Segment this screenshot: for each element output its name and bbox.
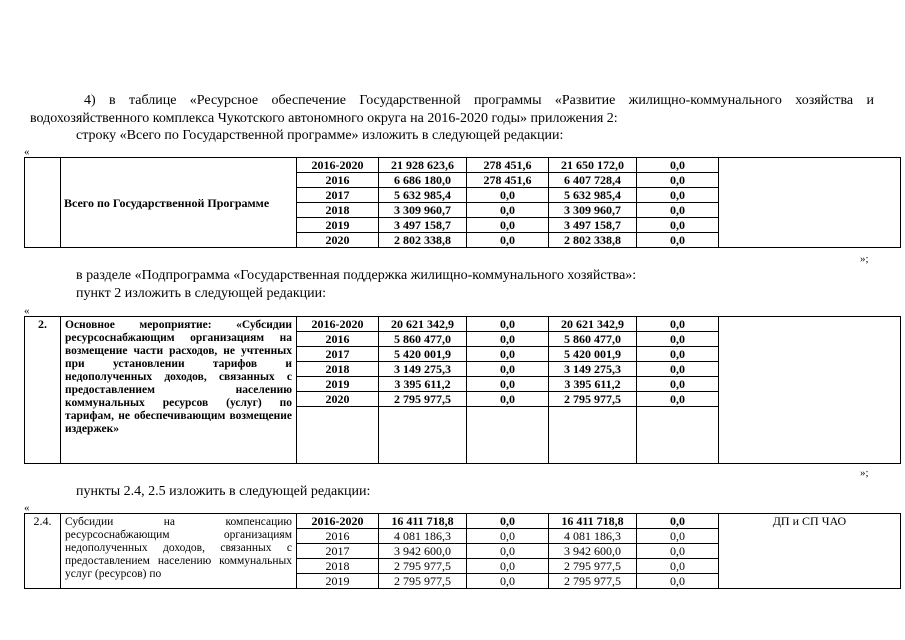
quote-open-2: « xyxy=(24,305,30,317)
value-cell: 21 650 172,0 xyxy=(549,158,637,173)
value-cell: 4 081 186,3 xyxy=(549,529,637,544)
value-cell: 5 632 985,4 xyxy=(549,188,637,203)
value-cell: 0,0 xyxy=(637,574,719,589)
quote-close-1: »; xyxy=(860,253,869,265)
value-cell: 278 451,6 xyxy=(467,173,549,188)
value-cell: 0,0 xyxy=(467,317,549,332)
year-cell: 2020 xyxy=(297,392,379,407)
value-cell: 0,0 xyxy=(467,529,549,544)
intro-line-2: водохозяйственного комплекса Чукотского автономного округа на 2016-2020 годы» приложения 2: xyxy=(30,111,618,126)
empty-cell xyxy=(297,407,379,464)
value-cell: 0,0 xyxy=(637,392,719,407)
value-cell: 0,0 xyxy=(467,544,549,559)
year-cell: 2017 xyxy=(297,347,379,362)
intro-line-3: строку «Всего по Государственной программе» изложить в следующей редакции: xyxy=(76,128,564,143)
value-cell: 3 149 275,3 xyxy=(379,362,467,377)
value-cell: 0,0 xyxy=(467,203,549,218)
value-cell: 3 149 275,3 xyxy=(549,362,637,377)
value-cell: 20 621 342,9 xyxy=(379,317,467,332)
value-cell: 5 632 985,4 xyxy=(379,188,467,203)
value-cell: 0,0 xyxy=(467,347,549,362)
value-cell: 0,0 xyxy=(637,544,719,559)
value-cell: 278 451,6 xyxy=(467,158,549,173)
value-cell: 0,0 xyxy=(637,559,719,574)
value-cell: 3 497 158,7 xyxy=(549,218,637,233)
section3-line-1: пункты 2.4, 2.5 изложить в следующей редакции: xyxy=(76,484,371,499)
empty-cell xyxy=(379,407,467,464)
value-cell: 0,0 xyxy=(637,332,719,347)
item-number xyxy=(25,158,61,248)
section2-line-1: в разделе «Подпрограмма «Государственная поддержка жилищно-коммунального хозяйства»: xyxy=(76,268,637,283)
value-cell: 16 411 718,8 xyxy=(379,514,467,529)
value-cell: 0,0 xyxy=(637,158,719,173)
item-number: 2.4. xyxy=(25,514,61,589)
value-cell: 3 395 611,2 xyxy=(379,377,467,392)
value-cell: 6 407 728,4 xyxy=(549,173,637,188)
value-cell: 5 860 477,0 xyxy=(379,332,467,347)
value-cell: 0,0 xyxy=(467,559,549,574)
item-number: 2. xyxy=(25,317,61,464)
value-cell: 0,0 xyxy=(637,347,719,362)
value-cell: 0,0 xyxy=(467,218,549,233)
value-cell: 0,0 xyxy=(467,377,549,392)
table-row xyxy=(25,158,901,173)
value-cell: 0,0 xyxy=(637,362,719,377)
year-cell: 2016-2020 xyxy=(297,158,379,173)
table-row xyxy=(25,514,901,529)
value-cell: 0,0 xyxy=(637,218,719,233)
value-cell: 2 795 977,5 xyxy=(549,392,637,407)
value-cell: 0,0 xyxy=(467,233,549,248)
value-cell: 2 795 977,5 xyxy=(549,574,637,589)
item-description: Субсидии на компенсацию ресурсоснабжающим организациям недополученных доходов, связанных с предоставлением населению коммунальных услуг (ресурсов) по xyxy=(61,514,297,589)
value-cell: 0,0 xyxy=(467,392,549,407)
value-cell: 16 411 718,8 xyxy=(549,514,637,529)
value-cell: 0,0 xyxy=(637,529,719,544)
year-cell: 2016-2020 xyxy=(297,514,379,529)
value-cell: 2 802 338,8 xyxy=(379,233,467,248)
year-cell: 2017 xyxy=(297,188,379,203)
value-cell: 21 928 623,6 xyxy=(379,158,467,173)
value-cell: 3 309 960,7 xyxy=(549,203,637,218)
value-cell: 5 420 001,9 xyxy=(549,347,637,362)
empty-cell xyxy=(637,407,719,464)
year-cell: 2020 xyxy=(297,233,379,248)
year-cell: 2019 xyxy=(297,218,379,233)
year-cell: 2016 xyxy=(297,173,379,188)
value-cell: 0,0 xyxy=(637,188,719,203)
table-row xyxy=(25,317,901,332)
value-cell: 0,0 xyxy=(467,332,549,347)
value-cell: 3 309 960,7 xyxy=(379,203,467,218)
year-cell: 2016 xyxy=(297,332,379,347)
table-item-2-4 xyxy=(24,513,901,589)
value-cell: 5 860 477,0 xyxy=(549,332,637,347)
year-cell: 2018 xyxy=(297,559,379,574)
table-total-program xyxy=(24,157,901,248)
empty-cell xyxy=(467,407,549,464)
value-cell: 0,0 xyxy=(637,514,719,529)
executor-cell xyxy=(719,158,901,248)
value-cell: 2 802 338,8 xyxy=(549,233,637,248)
value-cell: 6 686 180,0 xyxy=(379,173,467,188)
value-cell: 0,0 xyxy=(637,173,719,188)
value-cell: 4 081 186,3 xyxy=(379,529,467,544)
year-cell: 2019 xyxy=(297,377,379,392)
value-cell: 0,0 xyxy=(637,233,719,248)
value-cell: 2 795 977,5 xyxy=(379,392,467,407)
item-description: Всего по Государственной Программе xyxy=(61,158,297,248)
value-cell: 0,0 xyxy=(637,317,719,332)
value-cell: 2 795 977,5 xyxy=(549,559,637,574)
quote-close-2: »; xyxy=(860,467,869,479)
quote-open-1: « xyxy=(24,146,30,158)
executor-cell: ДП и СП ЧАО xyxy=(719,514,901,589)
year-cell: 2016 xyxy=(297,529,379,544)
executor-cell xyxy=(719,317,901,464)
value-cell: 0,0 xyxy=(467,574,549,589)
intro-line-1: 4) в таблице «Ресурсное обеспечение Государственной программы «Развитие жилищно-коммунального хозяйства и xyxy=(84,93,874,108)
value-cell: 0,0 xyxy=(467,188,549,203)
value-cell: 20 621 342,9 xyxy=(549,317,637,332)
value-cell: 3 942 600,0 xyxy=(549,544,637,559)
value-cell: 2 795 977,5 xyxy=(379,574,467,589)
value-cell: 0,0 xyxy=(467,362,549,377)
year-cell: 2017 xyxy=(297,544,379,559)
value-cell: 2 795 977,5 xyxy=(379,559,467,574)
empty-cell xyxy=(549,407,637,464)
value-cell: 3 395 611,2 xyxy=(549,377,637,392)
value-cell: 0,0 xyxy=(467,514,549,529)
year-cell: 2018 xyxy=(297,203,379,218)
year-cell: 2018 xyxy=(297,362,379,377)
value-cell: 3 497 158,7 xyxy=(379,218,467,233)
value-cell: 5 420 001,9 xyxy=(379,347,467,362)
value-cell: 0,0 xyxy=(637,203,719,218)
section2-line-2: пункт 2 изложить в следующей редакции: xyxy=(76,286,326,301)
quote-open-3: « xyxy=(24,502,30,514)
table-item-2 xyxy=(24,316,901,464)
value-cell: 3 942 600,0 xyxy=(379,544,467,559)
value-cell: 0,0 xyxy=(637,377,719,392)
item-description: Основное мероприятие: «Субсидии ресурсоснабжающим организациям на возмещение части расходов, не учтенных при установлении тарифов и недополученных доходов, связанных с предоставлением населению коммунальных ресурсов (услуг) по тарифам, не обеспечивающим возмещение издержек» xyxy=(61,317,297,464)
year-cell: 2016-2020 xyxy=(297,317,379,332)
year-cell: 2019 xyxy=(297,574,379,589)
